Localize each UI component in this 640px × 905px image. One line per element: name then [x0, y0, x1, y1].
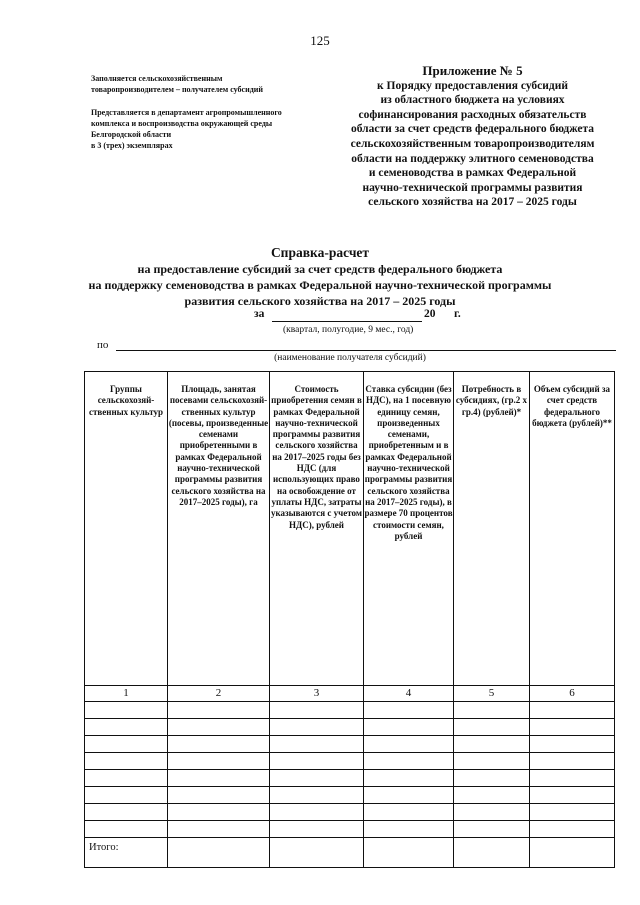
- table-cell[interactable]: [364, 753, 454, 770]
- submission-note-line: Белгородской области: [91, 130, 172, 139]
- table-cell[interactable]: [85, 702, 168, 719]
- document-subtitle-line: на предоставление субсидий за счет средств федерального бюджета: [137, 262, 503, 276]
- table-cell[interactable]: [168, 719, 270, 736]
- subsidy-calculation-table: [84, 371, 615, 868]
- document-subtitle-line: на поддержку семеноводства в рамках Федеральной научно-технической программы: [88, 278, 552, 292]
- table-cell[interactable]: [454, 736, 530, 753]
- appendix-line: к Порядку предоставления субсидий: [377, 79, 568, 92]
- period-blank-line[interactable]: [272, 321, 422, 322]
- column-number: 5: [454, 686, 530, 702]
- table-cell[interactable]: [454, 821, 530, 838]
- fill-note-line: Заполняется сельскохозяйственным: [91, 74, 223, 83]
- table-cell[interactable]: [85, 753, 168, 770]
- submission-note-line: Представляется в департамент агропромышленного: [91, 108, 282, 117]
- column-header-crop-groups: Группы сельскохозяй-ственных культур: [85, 372, 168, 686]
- table-cell[interactable]: [364, 770, 454, 787]
- appendix-header: [330, 64, 615, 210]
- table-cell[interactable]: [85, 804, 168, 821]
- table-cell[interactable]: [530, 804, 615, 821]
- column-header-subsidy-need: Потребность в субсидиях, (гр.2 х гр.4) (рублей)*: [454, 372, 530, 686]
- table-cell[interactable]: [454, 804, 530, 821]
- total-label: Итого:: [85, 838, 168, 868]
- table-cell[interactable]: [364, 804, 454, 821]
- table-cell[interactable]: [270, 719, 364, 736]
- column-header-area: Площадь, занятая посевами сельскохозяй-ственных культур (посевы, произведенные семенами приобретенными в рамках Федеральной научно-технической программы развития сельского хозяйства на 2017–2025 годы), га: [168, 372, 270, 686]
- appendix-line: области на поддержку элитного семеноводства: [351, 152, 594, 165]
- period-hint: (квартал, полугодие, 9 мес., год): [283, 325, 414, 335]
- table-cell[interactable]: [364, 787, 454, 804]
- table-row: [85, 753, 615, 770]
- document-title-block: [0, 245, 640, 309]
- table-row: [85, 719, 615, 736]
- recipient-hint: (наименование получателя субсидий): [274, 353, 426, 363]
- table-cell[interactable]: [168, 736, 270, 753]
- column-header-federal-volume: Объем субсидий за счет средств федерального бюджета (рублей)**: [530, 372, 615, 686]
- table-cell[interactable]: [270, 787, 364, 804]
- column-header-seed-cost: Стоимость приобретения семян в рамках Федеральной научно-технической программы развития сельского хозяйства на 2017–2025 годы без НДС (для использующих право на освобождение от уплаты НДС, затраты указываются с учетом НДС), рублей: [270, 372, 364, 686]
- table-cell[interactable]: [530, 821, 615, 838]
- page-number: 125: [310, 33, 330, 48]
- table-cell[interactable]: [168, 804, 270, 821]
- document-subtitle-line: развития сельского хозяйства на 2017 – 2025 годы: [184, 294, 456, 308]
- table-cell[interactable]: [168, 821, 270, 838]
- appendix-line: из областного бюджета на условиях: [380, 94, 565, 107]
- table-cell[interactable]: [85, 821, 168, 838]
- table-cell[interactable]: [454, 719, 530, 736]
- table-cell[interactable]: [364, 702, 454, 719]
- table-cell[interactable]: [270, 736, 364, 753]
- total-cell[interactable]: [364, 838, 454, 868]
- table-cell[interactable]: [168, 770, 270, 787]
- total-cell[interactable]: [530, 838, 615, 868]
- table-cell[interactable]: [85, 719, 168, 736]
- table-cell[interactable]: [364, 719, 454, 736]
- table-cell[interactable]: [364, 821, 454, 838]
- column-header-subsidy-rate: Ставка субсидии (без НДС), на 1 посевную единицу семян, произведенных семенами, приобретенным и в рамках Федеральной научно-технической программы развития сельского хозяйства на 2017–2025 годы), в размере 70 процентов стоимости семян, рублей: [364, 372, 454, 686]
- table-cell[interactable]: [530, 770, 615, 787]
- submission-note-line: комплекса и воспроизводства окружающей среды: [91, 119, 273, 128]
- table-cell[interactable]: [530, 787, 615, 804]
- table-cell[interactable]: [270, 702, 364, 719]
- submission-note: [91, 107, 331, 151]
- table-row: [85, 804, 615, 821]
- table-cell[interactable]: [85, 787, 168, 804]
- appendix-line: области за счет средств федерального бюджета: [350, 123, 595, 136]
- table-cell[interactable]: [168, 753, 270, 770]
- period-year: 20: [424, 308, 436, 320]
- recipient-prefix: по: [97, 339, 109, 351]
- table-cell[interactable]: [168, 702, 270, 719]
- table-cell[interactable]: [530, 736, 615, 753]
- total-row: [85, 838, 615, 868]
- column-number: 1: [85, 686, 168, 702]
- period-prefix: за: [254, 308, 265, 320]
- column-number: 3: [270, 686, 364, 702]
- appendix-line: сельского хозяйства на 2017 – 2025 годы: [368, 196, 577, 209]
- table-cell[interactable]: [454, 787, 530, 804]
- table-row: [85, 787, 615, 804]
- header-row: [85, 372, 615, 686]
- table-cell[interactable]: [454, 770, 530, 787]
- column-number: 4: [364, 686, 454, 702]
- column-number: 6: [530, 686, 615, 702]
- appendix-title: Приложение № 5: [422, 63, 523, 78]
- table-cell[interactable]: [85, 736, 168, 753]
- table-cell[interactable]: [270, 821, 364, 838]
- total-cell[interactable]: [454, 838, 530, 868]
- submission-note-line: в 3 (трех) экземплярах: [91, 141, 173, 150]
- table-cell[interactable]: [364, 736, 454, 753]
- table-cell[interactable]: [85, 770, 168, 787]
- appendix-line: научно-технической программы развития: [362, 181, 583, 194]
- appendix-line: софинансирования расходных обязательств: [358, 108, 587, 121]
- document-title: Справка-расчет: [270, 245, 370, 260]
- table-cell[interactable]: [530, 702, 615, 719]
- recipient-blank-line[interactable]: [116, 350, 616, 351]
- table-cell[interactable]: [454, 753, 530, 770]
- table-row: [85, 821, 615, 838]
- table-row: [85, 770, 615, 787]
- column-number: 2: [168, 686, 270, 702]
- table-cell[interactable]: [168, 787, 270, 804]
- total-cell[interactable]: [270, 838, 364, 868]
- period-suffix: г.: [454, 308, 461, 320]
- appendix-line: и семеноводства в рамках Федеральной: [368, 167, 577, 180]
- total-cell[interactable]: [168, 838, 270, 868]
- table-row: [85, 736, 615, 753]
- fill-note: [91, 73, 331, 95]
- table-cell[interactable]: [454, 702, 530, 719]
- fill-note-line: товаропроизводителем – получателем субсидий: [91, 85, 263, 94]
- appendix-line: сельскохозяйственным товаропроизводителям: [350, 137, 595, 150]
- table-cell[interactable]: [270, 770, 364, 787]
- table-cell[interactable]: [270, 804, 364, 821]
- table-cell[interactable]: [530, 719, 615, 736]
- column-number-row: [85, 686, 615, 702]
- table-row: [85, 702, 615, 719]
- table-cell[interactable]: [270, 753, 364, 770]
- table-cell[interactable]: [530, 753, 615, 770]
